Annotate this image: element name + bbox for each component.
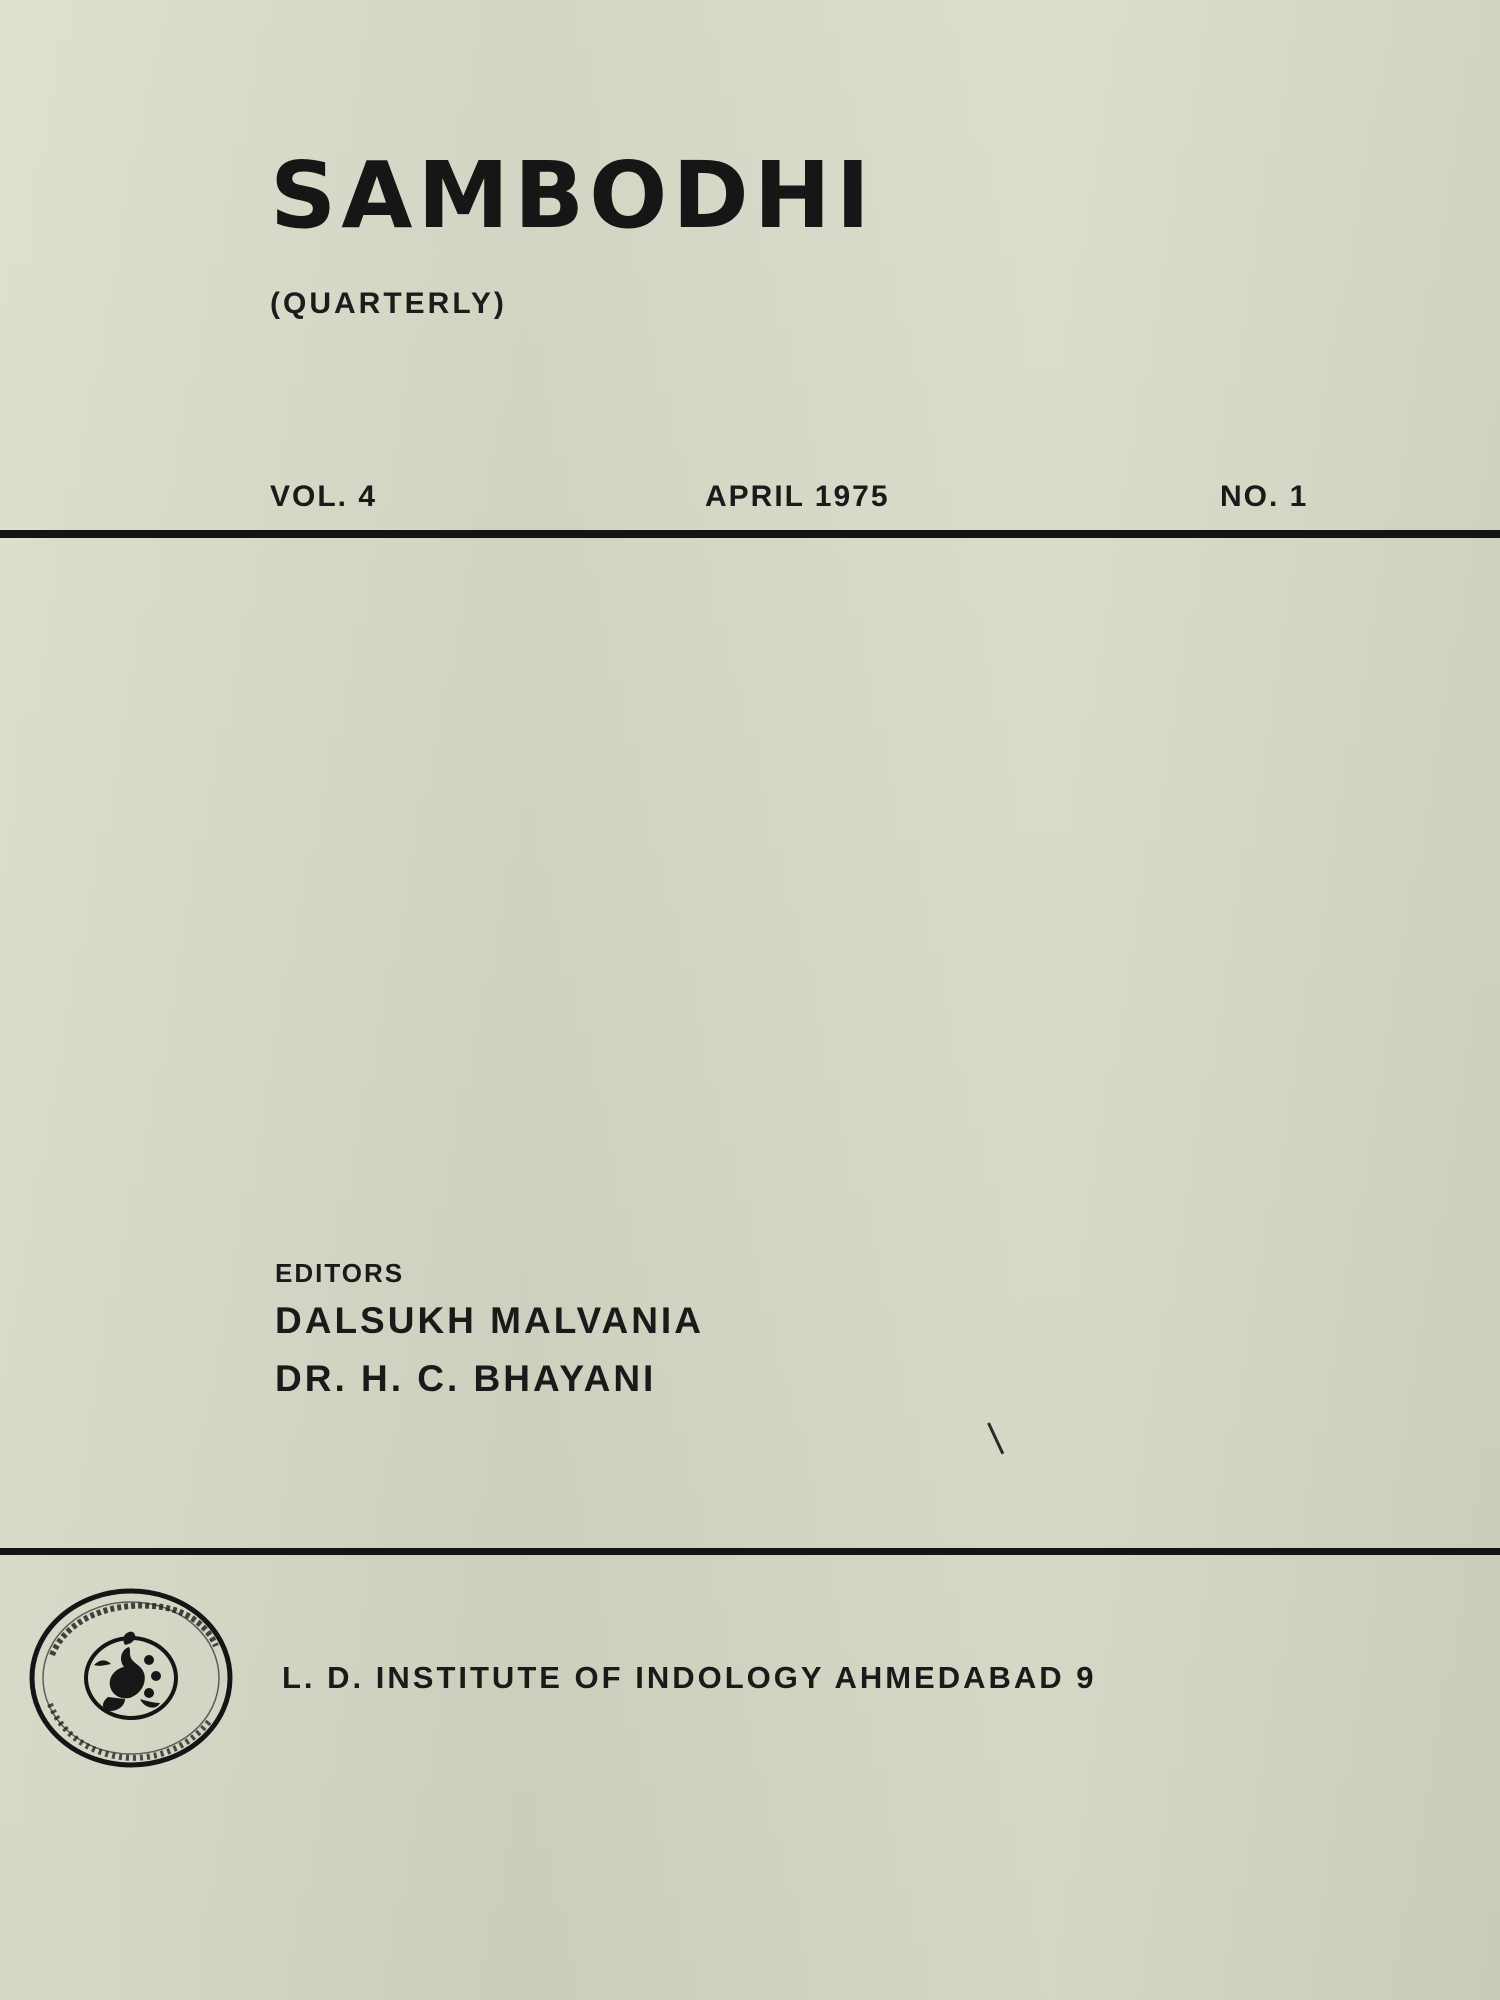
ink-mark [987,1422,1004,1454]
issue-number: NO. 1 [1220,480,1309,513]
bottom-divider [0,1548,1500,1555]
editors-heading: EDITORS [275,1258,405,1288]
publisher-line: L. D. INSTITUTE OF INDOLOGY AHMEDABAD 9 [282,1660,1097,1695]
issue-date: APRIL 1975 [705,480,890,513]
editor-name: DALSUKH MALVANIA [275,1300,704,1341]
volume-label: VOL. 4 [270,480,378,513]
journal-title: SAMBODHI [270,142,875,249]
journal-subtitle: (QUARTERLY) [270,287,507,320]
editor-name: DR. H. C. BHAYANI [275,1358,657,1399]
top-divider [0,530,1500,538]
institute-seal-icon [28,1587,234,1770]
